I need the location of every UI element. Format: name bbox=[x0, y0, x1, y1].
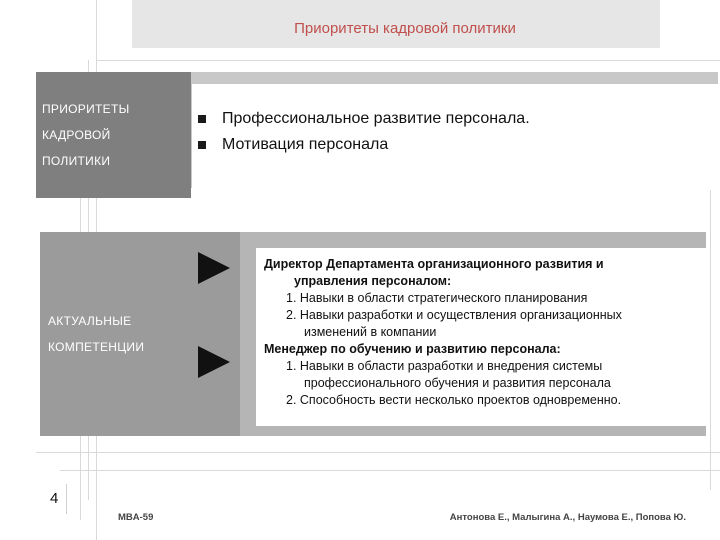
title-bar-accent bbox=[104, 0, 132, 48]
director-skill-2: 2. Навыки разработки и осуществления организационных bbox=[286, 308, 622, 322]
director-skill-1: 1. Навыки в области стратегического планирования bbox=[286, 291, 588, 305]
bullet-text: Мотивация персонала bbox=[222, 136, 389, 153]
director-title: Директор Департамента организационного развития и bbox=[264, 257, 604, 271]
slide-title: Приоритеты кадровой политики bbox=[294, 20, 516, 37]
competencies-label bbox=[48, 308, 144, 360]
priorities-label-line: КАДРОВОЙ bbox=[42, 128, 111, 142]
arrow-right-icon bbox=[198, 252, 230, 284]
priorities-label-line: ПОЛИТИКИ bbox=[42, 154, 111, 168]
bullet-item bbox=[198, 110, 530, 136]
bullet-text: Профессиональное развитие персонала. bbox=[222, 110, 530, 127]
director-skill-2-cont: изменений в компании bbox=[304, 325, 437, 339]
decor-line bbox=[36, 452, 720, 453]
square-bullet-icon bbox=[198, 115, 206, 123]
priorities-label-line: ПРИОРИТЕТЫ bbox=[42, 102, 130, 116]
decor-line bbox=[710, 190, 711, 490]
competencies-content-box bbox=[256, 248, 708, 426]
bullet-item bbox=[198, 136, 530, 162]
square-bullet-icon bbox=[198, 141, 206, 149]
competencies-label-line: КОМПЕТЕНЦИИ bbox=[48, 340, 145, 354]
decor-line bbox=[96, 60, 720, 61]
priorities-label-panel bbox=[36, 72, 191, 198]
priorities-bullet-list bbox=[198, 110, 530, 162]
manager-skill-1-cont: профессионального обучения и развития персонала bbox=[304, 376, 611, 390]
manager-title: Менеджер по обучению и развитию персонала: bbox=[264, 342, 561, 356]
footer-course: MBA-59 bbox=[118, 512, 154, 523]
page-number: 4 bbox=[50, 490, 59, 507]
arrow-right-icon bbox=[198, 346, 230, 378]
competencies-label-line: АКТУАЛЬНЫЕ bbox=[48, 314, 132, 328]
title-bar-accent bbox=[660, 0, 718, 48]
director-title-cont: управления персоналом: bbox=[294, 274, 452, 288]
footer-authors: Антонова Е., Малыгина А., Наумова Е., Попова Ю. bbox=[449, 512, 686, 523]
manager-skill-2: 2. Способность вести несколько проектов одновременно. bbox=[286, 393, 622, 407]
decor-line bbox=[60, 470, 720, 471]
manager-skill-1: 1. Навыки в области разработки и внедрения системы bbox=[286, 359, 603, 373]
